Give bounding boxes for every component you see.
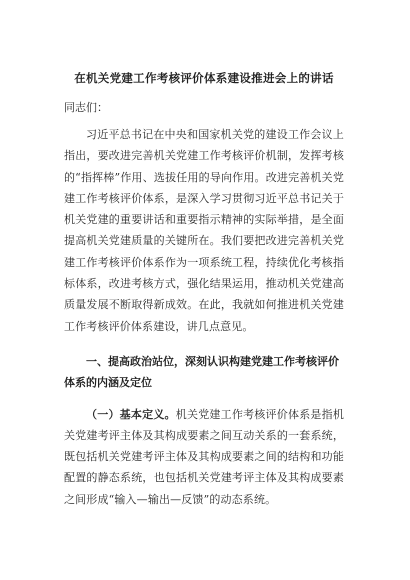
subsection-paragraph [64, 404, 344, 510]
salutation: 同志们： [64, 101, 108, 114]
document-title: 在机关党建工作考核评价体系建设推进会上的讲话 [74, 71, 334, 85]
subsection-heading: （一）基本定义。 [86, 407, 176, 421]
subsection-body: 机关党建工作考核评价体系是指机关党建考评主体及其构成要素之间互动关系的一套系统，既包括机关党建考评主体及其构成要素之间的结构和功能配置的静态系统，也包括机关党建考评主体及其构成要素之间形成“输入—输出—反馈”的动态系统。 [64, 407, 344, 506]
intro-paragraph: 习近平总书记在中央和国家机关党的建设工作会议上指出，要改进完善机关党建工作考核评价机制，发挥考核的“指挥棒”作用、选拔任用的导向作用。改进完善机关党建工作考核评价体系，是深入学习贯彻习近平总书记关于机关党建的重要讲话和重要指示精神的实际举措，是全面提高机关党建质量的关键所在。我们要把改进完善机关党建工作考核评价体系作为一项系统工程，持续优化考核指标体系，改进考核方式，强化结果运用，推动机关党建高质量发展不断取得新成效。在此，我就如何推进机关党建工作考核评价体系建设，讲几点意见。 [64, 128, 344, 333]
section-heading: 一、提高政治站位，深刻认识构建党建工作考核评价体系的内涵及定位 [64, 354, 339, 390]
